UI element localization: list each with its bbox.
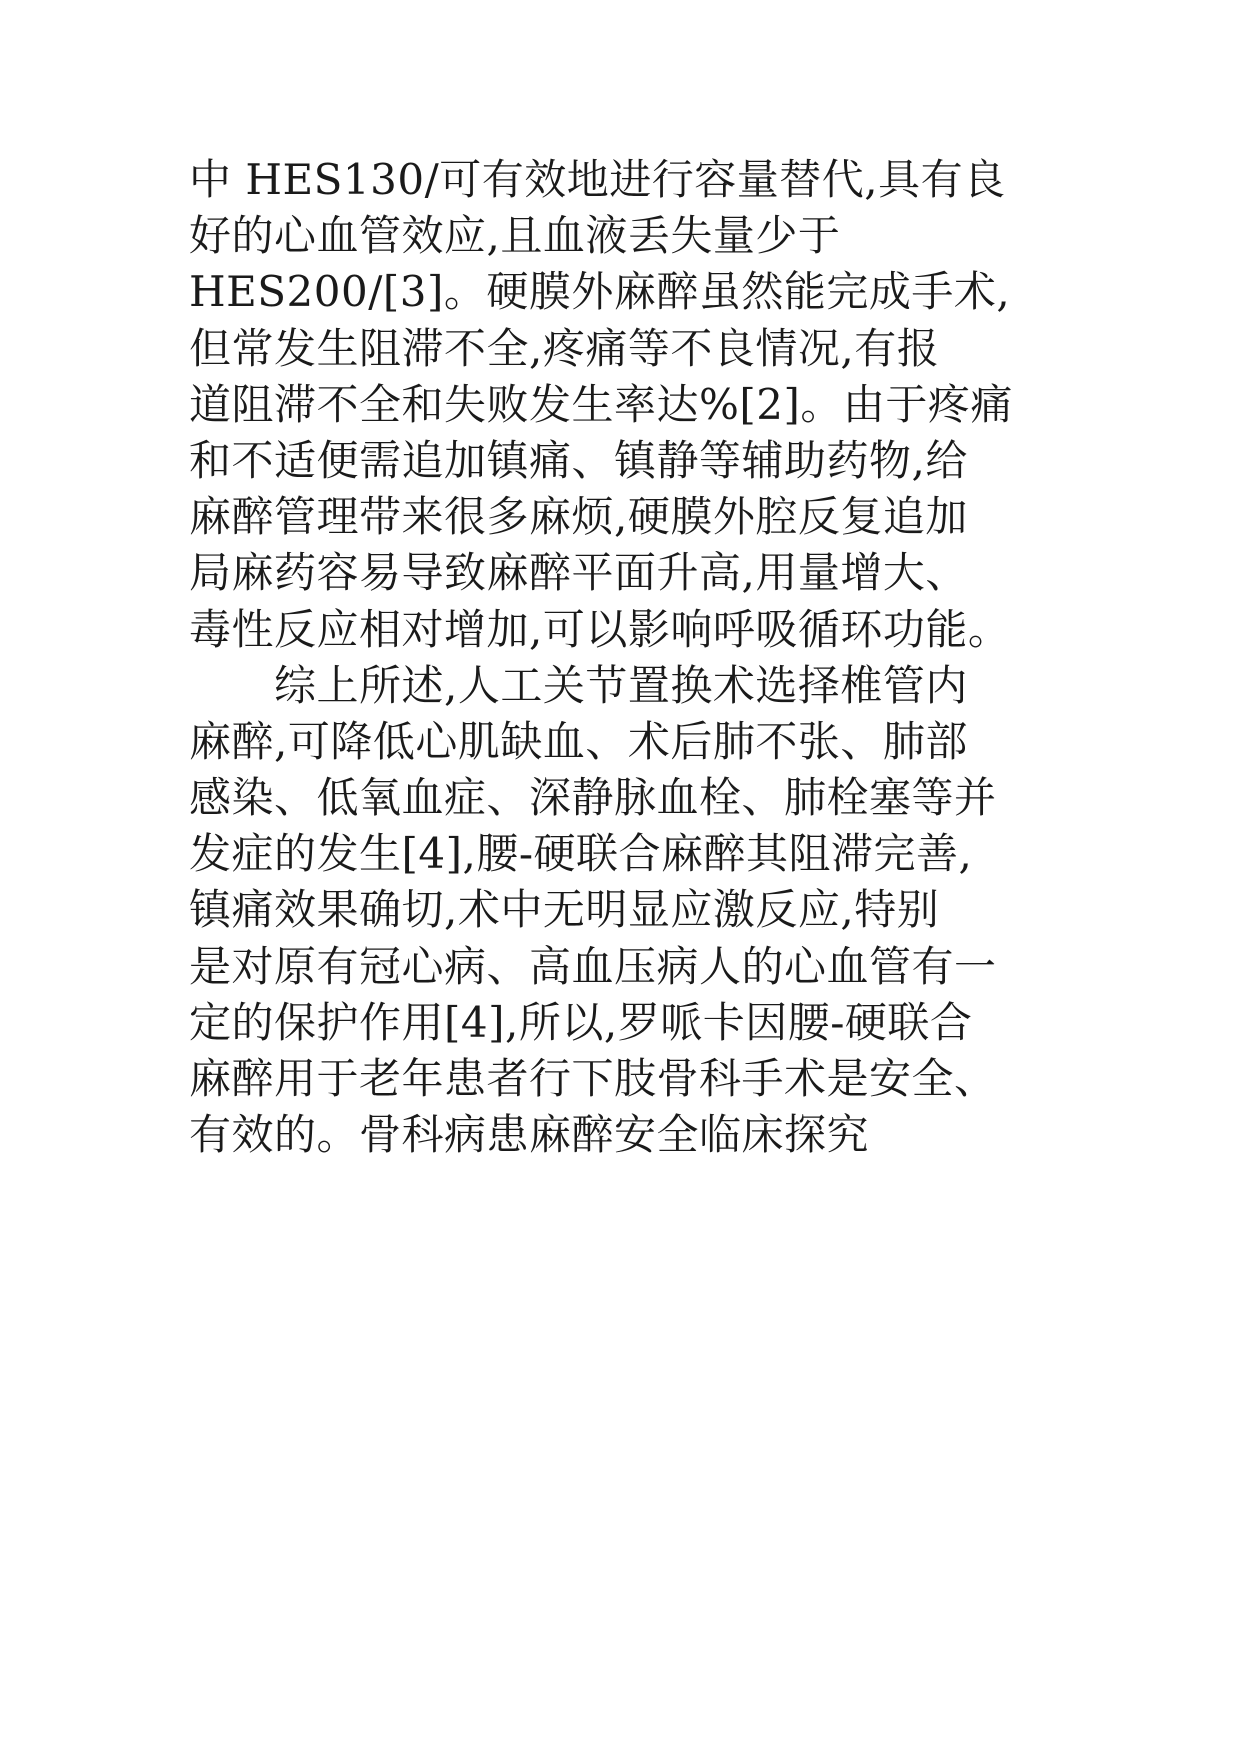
- text-line: 麻醉管理带来很多麻烦,硬膜外腔反复追加: [189, 492, 968, 542]
- text-line: 是对原有冠心病、高血压病人的心血管有一: [189, 941, 997, 991]
- text-line: 定的保护作用[4],所以,罗哌卡因腰-硬联合: [189, 997, 973, 1047]
- text-line: 有效的。骨科病患麻醉安全临床探究: [189, 1110, 870, 1160]
- text-line: 中 HES130/可有效地进行容量替代,具有良: [189, 155, 1006, 204]
- text-line: 感染、低氧血症、深静脉血栓、肺栓塞等并: [189, 773, 997, 823]
- text-line: HES200/[3]。硬膜外麻醉虽然能完成手术,: [189, 267, 1011, 317]
- text-line: 毒性反应相对增加,可以影响呼吸循环功能。: [189, 604, 1011, 654]
- text-line: 发症的发生[4],腰-硬联合麻醉其阻滞完善,: [189, 829, 973, 879]
- body-text: [189, 152, 1089, 1163]
- text-line: 麻醉,可降低心肌缺血、术后肺不张、肺部: [189, 716, 968, 766]
- text-line: 局麻药容易导致麻醉平面升高,用量增大、: [189, 548, 968, 598]
- text-line: 和不适便需追加镇痛、镇静等辅助药物,给: [189, 435, 968, 485]
- text-line: 好的心血管效应,且血液丢失量少于: [189, 211, 841, 261]
- text-line: 镇痛效果确切,术中无明显应激反应,特别: [189, 885, 940, 935]
- text-line: 道阻滞不全和失败发生率达%[2]。由于疼痛: [189, 379, 1013, 429]
- text-line: 麻醉用于老年患者行下肢骨科手术是安全、: [189, 1054, 997, 1103]
- text-line: 但常发生阻滞不全,疼痛等不良情况,有报: [189, 323, 940, 373]
- text-line: 综上所述,人工关节置换术选择椎管内: [189, 660, 968, 710]
